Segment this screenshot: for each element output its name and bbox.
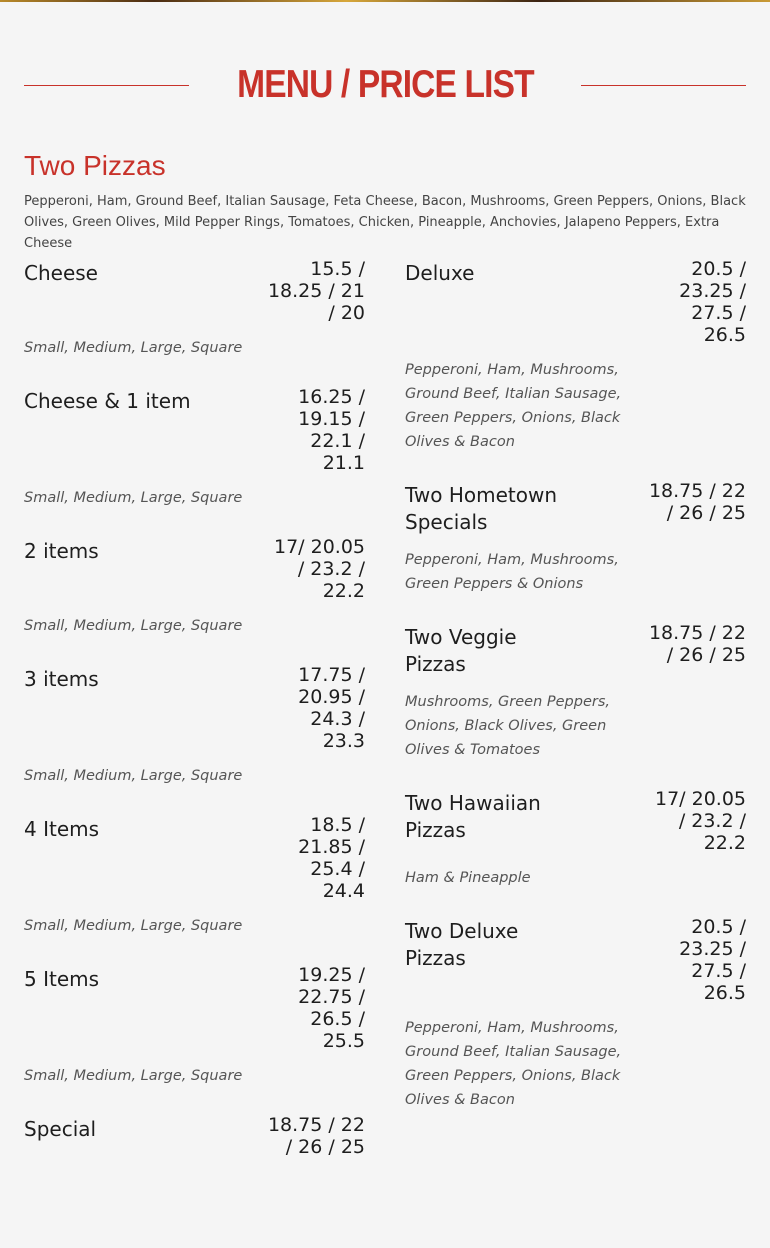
item-price: 17/ 20.05 / 23.2 / 22.2 [273, 536, 365, 602]
menu-item [24, 258, 365, 360]
menu-item [405, 916, 746, 1112]
item-price: 20.5 / 23.25 / 27.5 / 26.5 [679, 258, 746, 346]
item-description: Small, Medium, Large, Square [24, 340, 243, 356]
item-description: Ham & Pineapple [405, 870, 531, 886]
menu-item [24, 814, 365, 938]
menu-item [405, 258, 746, 454]
menu-item [405, 480, 746, 596]
title-divider-right [581, 85, 746, 86]
page-title: MENU / PRICE LIST [236, 63, 534, 106]
item-price: 19.25 / 22.75 / 26.5 / 25.5 [298, 964, 365, 1052]
item-price: 18.5 / 21.85 / 25.4 / 24.4 [298, 814, 365, 902]
item-description: Small, Medium, Large, Square [24, 918, 243, 934]
item-name: 2 items [24, 539, 99, 563]
item-price: 17.75 / 20.95 / 24.3 / 23.3 [298, 664, 365, 752]
item-name: Two Veggie Pizzas [405, 625, 517, 676]
section-title: Two Pizzas [24, 150, 166, 181]
item-description: Pepperoni, Ham, Mushrooms, Ground Beef, Italian Sausage, Green Peppers, Onions, Black Olives & Bacon [405, 1020, 622, 1108]
item-name: Two Deluxe Pizzas [405, 919, 519, 970]
menu-title-row [24, 58, 746, 112]
item-description: Mushrooms, Green Peppers, Onions, Black Olives, Green Olives & Tomatoes [405, 694, 611, 758]
item-name: 3 items [24, 667, 99, 691]
item-description: Pepperoni, Ham, Mushrooms, Ground Beef, Italian Sausage, Green Peppers, Onions, Black Olives & Bacon [405, 362, 622, 450]
item-name: Cheese [24, 261, 98, 285]
menu-item [405, 622, 746, 762]
item-description: Small, Medium, Large, Square [24, 768, 243, 784]
header-image-strip [0, 0, 770, 2]
item-description: Small, Medium, Large, Square [24, 1068, 243, 1084]
item-name: Two Hawaiian Pizzas [405, 791, 541, 842]
menu-column-right [405, 258, 746, 1138]
item-name: Deluxe [405, 261, 475, 285]
section-description: Pepperoni, Ham, Ground Beef, Italian Sausage, Feta Cheese, Bacon, Mushrooms, Green Peppers, Onions, Black Olives, Green Olives, Mild Pepper Rings, Tomatoes, Chicken, Pineapple, Anchovies, Jalapeno Peppers, Extra Cheese [24, 194, 746, 251]
item-description: Small, Medium, Large, Square [24, 618, 243, 634]
menu-item [24, 536, 365, 638]
item-name: Cheese & 1 item [24, 389, 191, 413]
item-price: 18.75 / 22 / 26 / 25 [648, 480, 746, 524]
menu-item [405, 788, 746, 890]
item-price: 20.5 / 23.25 / 27.5 / 26.5 [679, 916, 746, 1004]
item-price: 18.75 / 22 / 26 / 25 [267, 1114, 365, 1158]
menu-column-left [24, 258, 365, 1184]
menu-item [24, 664, 365, 788]
item-name: Special [24, 1117, 97, 1141]
menu-item [24, 1114, 365, 1158]
item-name: 5 Items [24, 967, 100, 991]
menu-item [24, 964, 365, 1088]
item-price: 17/ 20.05 / 23.2 / 22.2 [654, 788, 746, 854]
item-name: 4 Items [24, 817, 100, 841]
item-price: 16.25 / 19.15 / 22.1 / 21.1 [298, 386, 365, 474]
menu-item [24, 386, 365, 510]
title-divider-left [24, 85, 189, 86]
item-price: 18.75 / 22 / 26 / 25 [648, 622, 746, 666]
item-price: 15.5 / 18.25 / 21 / 20 [267, 258, 365, 324]
item-name: Two Hometown Specials [405, 483, 558, 534]
item-description: Small, Medium, Large, Square [24, 490, 243, 506]
item-description: Pepperoni, Ham, Mushrooms, Green Peppers & Onions [405, 552, 619, 592]
